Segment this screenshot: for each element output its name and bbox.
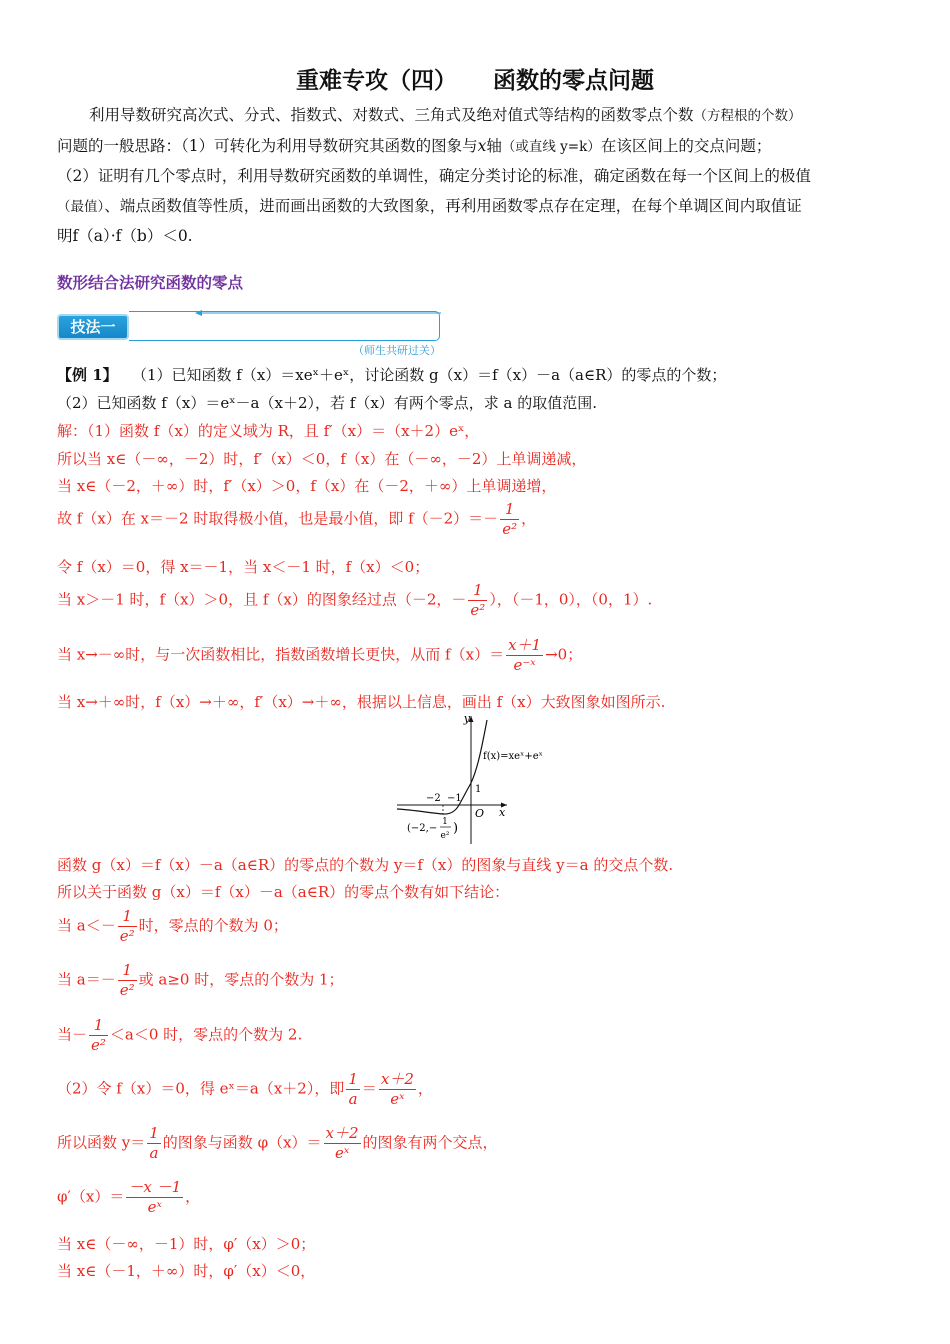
frac-den: a (147, 1143, 161, 1163)
banner-note: （师生共研过关） (353, 344, 441, 357)
solution-line (57, 1070, 433, 1109)
solution-text: →0； (545, 645, 583, 664)
intro-note: （或直线 y=k） (501, 138, 601, 155)
frac-den: e² (470, 601, 486, 619)
solution-text: φ′（x）＝ (57, 1187, 125, 1206)
solution-line: 解：（1）函数 f（x）的定义域为 R，且 f′（x）＝（x＋2）eˣ， (57, 422, 480, 440)
solution-line (57, 1124, 498, 1163)
frac-den: e² (502, 520, 518, 538)
solution-line (57, 1016, 302, 1055)
intro-line: 在该区间上的交点问题； (600, 136, 772, 155)
solution-line: 当 x∈（－2，＋∞）时，f′（x）＞0，f（x）在（－2，＋∞）上单调递增， (57, 477, 557, 495)
frac-num: 1 (473, 581, 483, 599)
fraction (89, 1016, 108, 1055)
solution-line: 函数 g（x）＝f（x）－a（a∈R）的零点的个数为 y＝f（x）的图象与直线 y＝a 的交点个数. (57, 856, 674, 874)
fraction (147, 1124, 161, 1163)
tick-minus-2: −2 (426, 793, 441, 804)
tick-minus-1: −1 (447, 793, 462, 804)
intro-line: 轴 (486, 136, 502, 155)
fraction (506, 636, 543, 675)
solution-text: ＜a＜0 时，零点的个数为 2. (109, 1025, 303, 1044)
frac-den: e² (119, 981, 135, 999)
solution-text: 的图象有两个交点， (362, 1133, 498, 1152)
technique-banner (57, 309, 447, 359)
solution-line: 当 x∈（－1，＋∞）时，φ′（x）＜0， (57, 1262, 316, 1280)
fraction (118, 961, 137, 1000)
page-title (0, 62, 950, 95)
intro-line: 、端点函数值等性质，进而画出函数的大致图象，再利用函数零点存在定理，在每个单调区间内取值证 (104, 196, 802, 215)
solution-line: 当 x→＋∞时，f（x）→＋∞，f′（x）→＋∞，根据以上信息，画出 f（x）大致图象如图所示. (57, 693, 666, 711)
curve-label: f(x)=xeˣ+eˣ (483, 751, 543, 762)
frac-den: eˣ (379, 1089, 416, 1109)
frac-num: 1 (122, 961, 132, 979)
intro-line: 问题的一般思路：（1）可转化为利用导数研究其函数的图象与 (57, 136, 478, 155)
intro-x: x (477, 136, 487, 155)
solution-text: 当 a＝－ (57, 970, 116, 989)
solution-text: ， (521, 509, 537, 528)
technique-label: 技法一 (57, 314, 129, 340)
intro-line: 利用导数研究高次式、分式、指数式、对数式、三角式及绝对值式等结构的函数零点个数 (89, 106, 694, 124)
solution-text: 当 a＜－ (57, 916, 116, 935)
fraction (126, 1178, 183, 1217)
solution-text: 的图象与函数 φ（x）＝ (162, 1133, 322, 1152)
function-graph (395, 712, 565, 852)
intro-note: （方程根的个数） (693, 108, 802, 124)
frac-num: 1 (122, 907, 132, 925)
section-title: 数形结合法研究函数的零点 (57, 274, 244, 292)
frac-num: 1 (93, 1016, 104, 1034)
arrow-left-icon (195, 309, 445, 317)
x-label: x (499, 806, 506, 819)
solution-line (57, 500, 536, 539)
solution-text: ），（－1，0），（0，1）. (489, 590, 653, 609)
fraction (324, 1124, 361, 1163)
frac-num: x＋2 (380, 1070, 414, 1088)
solution-line: 当 x∈（－∞，－1）时，φ′（x）＞0； (57, 1235, 316, 1253)
example-q1-text: （1）已知函数 f（x）＝xeˣ＋eˣ，讨论函数 g（x）＝f（x）－a（a∈R）的零点的个数； (131, 366, 727, 384)
fraction (118, 907, 137, 946)
example-q2: （2）已知函数 f（x）＝eˣ－a（x＋2），若 f（x）有两个零点，求 a 的取值范围. (57, 394, 598, 412)
frac-num: x＋2 (325, 1124, 359, 1142)
frac-num: 1 (348, 1070, 358, 1088)
frac-num: x＋1 (508, 636, 542, 654)
frac-num: －x －1 (128, 1178, 182, 1196)
frac-den: a (346, 1089, 360, 1109)
point-label-num: 1 (442, 817, 448, 827)
fraction (500, 500, 519, 539)
point-label-end: ) (453, 821, 459, 836)
title-sub: 函数的零点问题 (493, 68, 654, 94)
intro-note: （最值） (57, 198, 105, 215)
point-label: (−2,− (407, 823, 438, 834)
origin-label: O (475, 807, 485, 820)
solution-text: 所以函数 y＝ (57, 1133, 146, 1152)
frac-den: eˣ (324, 1143, 361, 1163)
intro-line: 明f（a）·f（b）＜0. (57, 227, 193, 245)
frac-den: e⁻ˣ (506, 655, 543, 675)
solution-line (57, 581, 652, 620)
fraction (346, 1070, 360, 1109)
y-label: y (463, 712, 470, 725)
curve (397, 720, 487, 814)
point-label-den: e² (440, 831, 450, 841)
example-label: 【例 1】 (57, 366, 118, 384)
frac-den: eˣ (126, 1197, 183, 1217)
title-main: 重难专攻（四） (296, 68, 457, 94)
solution-text: 时，零点的个数为 0； (138, 916, 288, 935)
solution-text: ＝ (361, 1079, 377, 1098)
solution-line (57, 907, 288, 946)
intro-paragraph (57, 101, 887, 252)
example-q1 (57, 364, 726, 385)
solution-line (57, 1178, 200, 1217)
solution-text: （2）令 f（x）＝0，得 eˣ＝a（x＋2），即 (57, 1079, 345, 1098)
solution-line: 所以当 x∈（－∞，－2）时，f′（x）＜0，f（x）在（－∞，－2）上单调递减， (57, 450, 587, 468)
tick-1: 1 (475, 784, 482, 795)
intro-line: （2）证明有几个零点时，利用导数研究函数的单调性，确定分类讨论的标准，确定函数在每一个区间上的极值 (57, 167, 811, 185)
solution-text: 或 a≥0 时，零点的个数为 1； (138, 970, 344, 989)
solution-line: 所以关于函数 g（x）＝f（x）－a（a∈R）的零点个数有如下结论： (57, 883, 510, 901)
fraction (468, 581, 487, 620)
frac-num: 1 (504, 500, 515, 518)
frac-den: e² (91, 1036, 106, 1054)
solution-text: 当－ (57, 1025, 88, 1044)
solution-text: 故 f（x）在 x＝－2 时取得极小值，也是最小值，即 f（－2）＝－ (57, 509, 499, 528)
solution-text: 当 x→－∞时，与一次函数相比，指数函数增长更快，从而 f（x）＝ (57, 645, 505, 664)
solution-line (57, 636, 582, 675)
frac-num: 1 (149, 1124, 159, 1142)
solution-text: 当 x＞－1 时，f（x）＞0，且 f（x）的图象经过点（－2，－ (57, 590, 467, 609)
solution-line: 令 f（x）＝0，得 x＝－1，当 x＜－1 时，f（x）＜0； (57, 558, 430, 576)
solution-line (57, 961, 344, 1000)
solution-text: ， (185, 1187, 201, 1206)
frac-den: e² (119, 927, 135, 945)
solution-text: ， (417, 1079, 433, 1098)
fraction (379, 1070, 416, 1109)
